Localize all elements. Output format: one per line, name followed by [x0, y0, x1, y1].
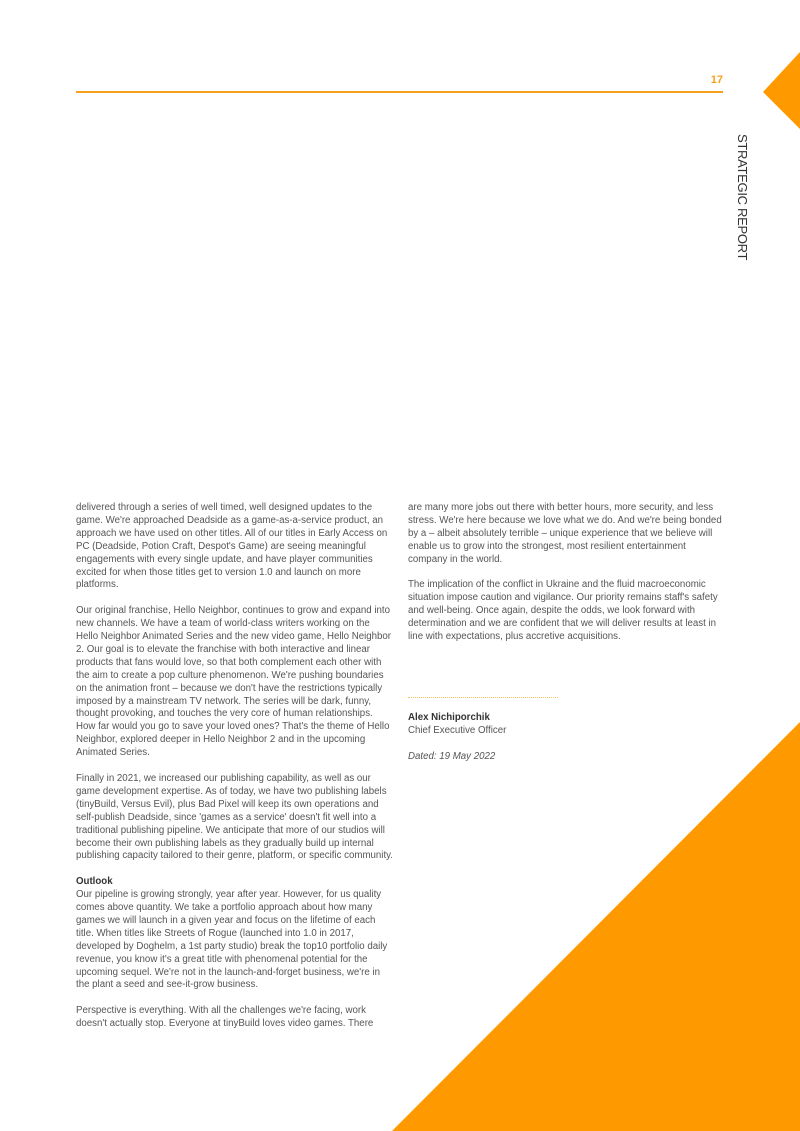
paragraph: delivered through a series of well timed, well designed updates to the game. We're approached Deadside as a game-as-a-service product, an approach we have used on other titles. All of our titles in Early Access on PC (Deadside, Potion Craft, Despot's Game) are seeing meaningful engagements with every single update, and have player communities excited for when those titles get to version 1.0 and launch on more platforms. — [76, 502, 388, 591]
section-label: STRATEGIC REPORT — [735, 134, 750, 261]
paragraph: Perspective is everything. With all the challenges we're facing, work doesn't actually stop. Everyone at tinyBuild loves video games. There — [76, 1005, 374, 1030]
paragraph: The implication of the conflict in Ukraine and the fluid macroeconomic situation impose caution and vigilance. Our priority remains staff's safety and well-being. Once again, despite the odds, we look forward with determination and we are confident that we will deliver results at least in line with expectations, plus accretive acquisitions. — [408, 579, 718, 643]
paragraph: Our original franchise, Hello Neighbor, continues to grow and expand into new channels. We have a team of world-class writers working on the Hello Neighbor Animated Series and the new video game, Hello Neighbor 2. Our goal is to elevate the franchise with both interactive and linear products that fans would love, so that both complement each other with the aim to create a pop culture phenomenon. We're pushing boundaries on the animation front – because we don't have the restrictions typically imposed by a mainstream TV network. The series will be dark, funny, thought provoking, and touches the very core of human relationships. How far would you go to save your loved ones? That's the theme of Hello Neighbor, explored deeper in Hello Neighbor 2 and in the upcoming Animated Series. — [76, 605, 392, 759]
dated-text: Dated: 19 May 2022 — [408, 750, 496, 762]
outlook-heading: Outlook — [76, 876, 113, 888]
left-column — [76, 502, 394, 1044]
signatory-name: Alex Nichiporchik — [408, 711, 490, 723]
paragraph: Finally in 2021, we increased our publishing capability, as well as our game development expertise. As of today, we have two publishing labels (tinyBuild, Versus Evil), plus Bad Pixel will keep its own operations and self-publish Deadside, since 'games as a service' doesn't fit well into a traditional publishing pipeline. We anticipate that more of our studios will become their own publishing labels as they gradually build up internal publishing capacity tailored to their genre, platform, or specific community. — [76, 773, 393, 862]
paragraph: Our pipeline is growing strongly, year after year. However, for us quality comes above quantity. We take a portfolio approach about how many games we will launch in a given year and focus on the lifetime of each title. When titles like Streets of Rogue (launched into 1.0 in 2017, developed by Doghelm, a 1st party studio) break the top10 portfolio daily revenue, you know it's a great title with phenomenal potential for the upcoming sequel. We're not in the launch-and-forget business, we're in the plant a seed and see-it-grow business. — [76, 889, 388, 991]
paragraph: are many more jobs out there with better hours, more security, and less stress. We're here because we love what we do. And we're being bonded by a – albeit absolutely terrible – unique experience that we believe will enable us to grow into the strongest, most resilient entertainment company in the world. — [408, 502, 722, 565]
section-label-container — [727, 134, 757, 261]
right-column — [408, 502, 726, 764]
page-number: 17 — [710, 74, 723, 86]
bottom-right-triangle — [392, 722, 800, 1131]
signatory-title: Chief Executive Officer — [408, 724, 507, 736]
signature-line — [408, 697, 558, 698]
header-rule — [76, 91, 723, 93]
top-right-triangle — [763, 52, 800, 129]
